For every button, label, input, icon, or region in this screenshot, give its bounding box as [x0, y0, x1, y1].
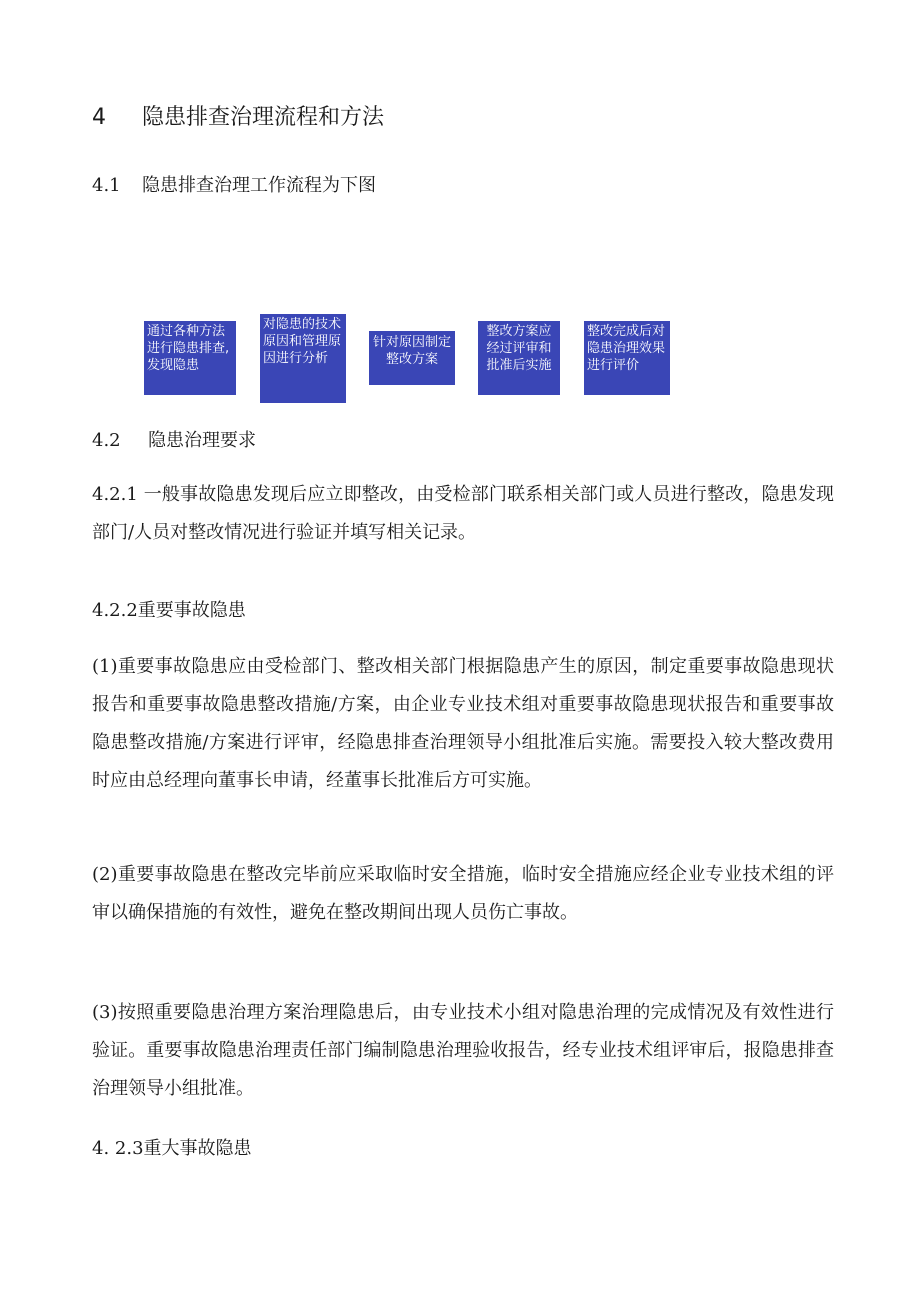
section-heading	[92, 100, 384, 131]
section-number: 4	[92, 105, 106, 130]
paragraph-item-3: (3)按照重要隐患治理方案治理隐患后，由专业技术小组对隐患治理的完成情况及有效性进行验证。重要事故隐患治理责任部门编制隐患治理验收报告，经专业技术组评审后，报隐患排查治理领导小组批准。	[92, 1002, 834, 1099]
subsection-4-2-title: 隐患治理要求	[148, 430, 256, 451]
flow-box-analyze: 对隐患的技术原因和管理原因进行分析	[260, 314, 346, 403]
subsection-4-2-number: 4.2	[92, 430, 121, 451]
subsection-4-2-heading	[92, 426, 256, 452]
subsection-4-1-title: 隐患排查治理工作流程为下图	[142, 175, 376, 196]
paragraph-item-1: (1)重要事故隐患应由受检部门、整改相关部门根据隐患产生的原因，制定重要事故隐患现状报告和重要事故隐患整改措施/方案，由企业专业技术组对重要事故隐患现状报告和重要事故隐患整改措施/方案进行评审，经隐患排查治理领导小组批准后实施。需要投入较大整改费用时应由总经理向董事长申请，经董事长批准后方可实施。	[92, 656, 834, 791]
flow-box-investigate: 通过各种方法进行隐患排查,发现隐患	[144, 321, 236, 395]
subsection-4-1-number: 4.1	[92, 175, 121, 196]
section-title: 隐患排查治理流程和方法	[142, 105, 385, 130]
paragraph-item-2: (2)重要事故隐患在整改完毕前应采取临时安全措施，临时安全措施应经企业专业技术组的评审以确保措施的有效性，避免在整改期间出现人员伤亡事故。	[92, 864, 834, 923]
flow-box-evaluate: 整改完成后对隐患治理效果进行评价	[584, 321, 670, 395]
paragraph-4-2-1: 4.2.1 一般事故隐患发现后应立即整改，由受检部门联系相关部门或人员进行整改，隐患发现部门/人员对整改情况进行验证并填写相关记录。	[92, 484, 834, 543]
subsection-4-2-3-heading: 4. 2.3重大事故隐患	[92, 1138, 252, 1159]
subsection-4-2-2-heading: 4.2.2重要事故隐患	[92, 600, 246, 621]
flow-box-plan: 针对原因制定整改方案	[369, 331, 455, 385]
subsection-4-1-heading	[92, 171, 376, 197]
flow-box-review: 整改方案应经过评审和批准后实施	[478, 321, 560, 395]
